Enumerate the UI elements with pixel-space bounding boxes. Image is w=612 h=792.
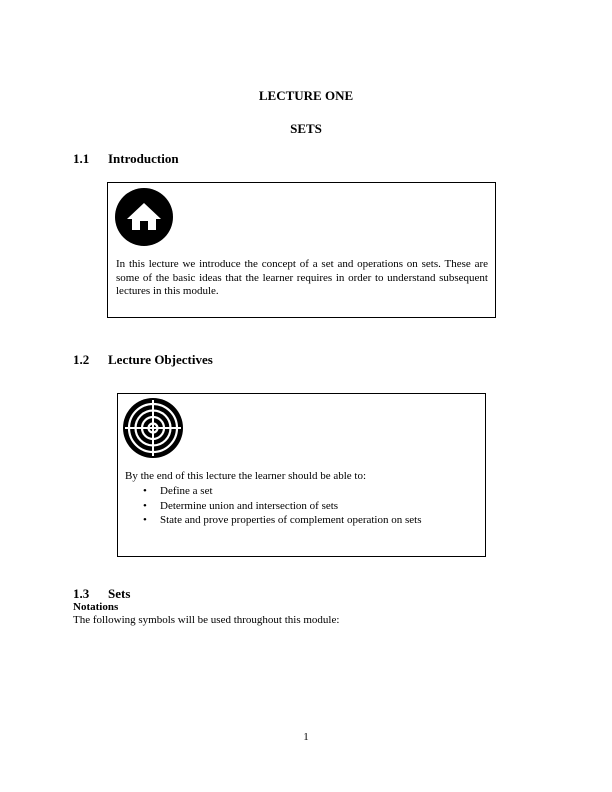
bullet-icon: • <box>143 499 147 512</box>
sets-title: Sets <box>108 586 131 601</box>
lecture-title: LECTURE ONE <box>258 88 354 103</box>
home-icon <box>115 188 173 246</box>
sets-number: 1.3 <box>73 586 90 601</box>
sets-heading <box>73 586 130 602</box>
bullet-icon: • <box>143 514 147 526</box>
objective-text: State and prove properties of complement operation on sets <box>160 514 422 526</box>
objectives-list <box>118 484 483 528</box>
list-item <box>118 499 483 514</box>
introduction-text: In this lecture we introduce the concept of a set and operations on sets. These are some of the basic ideas that the learner requires in order to understand subsequent lectures in this module. <box>116 258 488 297</box>
introduction-heading <box>73 151 179 167</box>
objectives-box <box>117 393 486 557</box>
bullet-icon: • <box>143 485 147 497</box>
page-number: 1 <box>303 731 309 743</box>
target-icon <box>123 398 183 458</box>
introduction-box <box>107 182 496 318</box>
objective-text: Determine union and intersection of sets <box>160 499 339 512</box>
topic-title: SETS <box>290 121 322 136</box>
objectives-lead: By the end of this lecture the learner should be able to: <box>125 470 367 482</box>
objectives-title: Lecture Objectives <box>108 352 213 367</box>
notations-subheading: Notations <box>73 601 119 613</box>
list-item <box>118 513 483 528</box>
objective-text: Define a set <box>160 485 213 497</box>
introduction-title: Introduction <box>108 151 179 166</box>
introduction-number: 1.1 <box>73 151 90 166</box>
objectives-number: 1.2 <box>73 352 90 367</box>
objectives-heading <box>73 352 213 368</box>
list-item <box>118 484 483 499</box>
sets-text: The following symbols will be used throughout this module: <box>73 614 340 626</box>
